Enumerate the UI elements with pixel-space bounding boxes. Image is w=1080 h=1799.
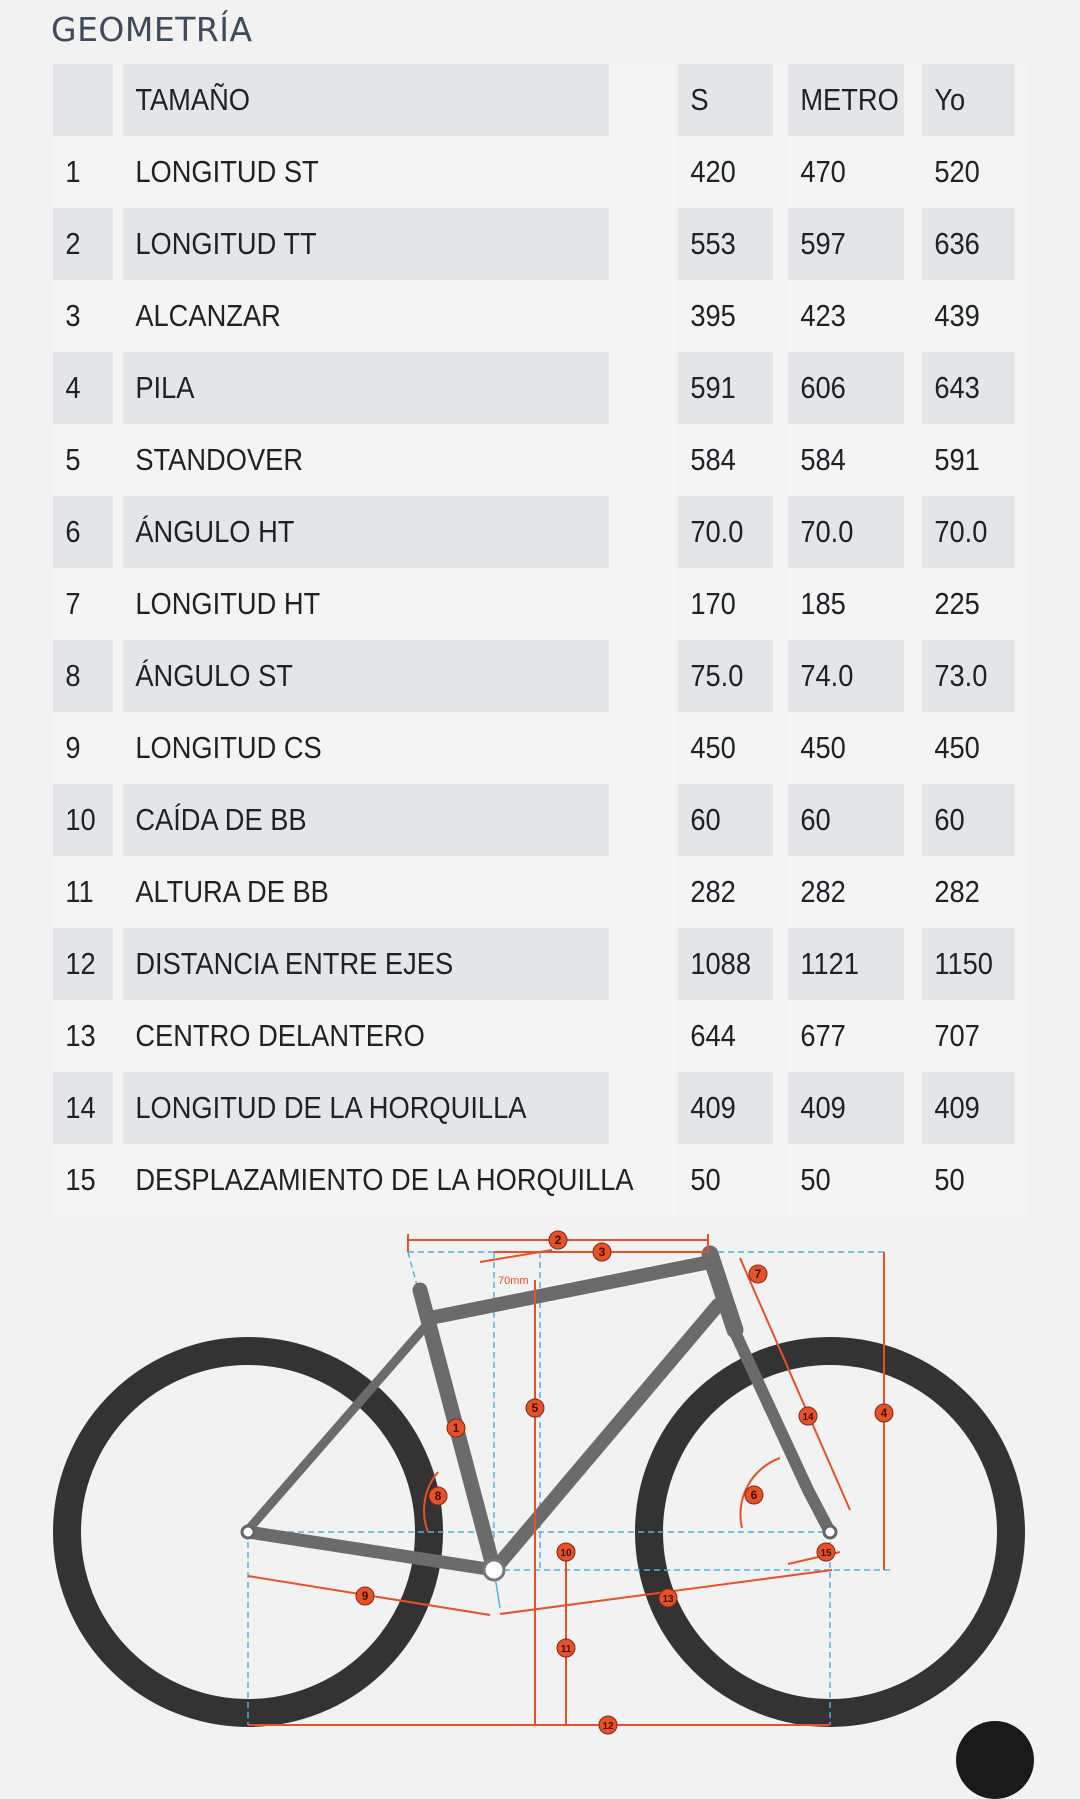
marker-6 xyxy=(745,1486,763,1504)
svg-text:9: 9 xyxy=(361,1589,369,1603)
geometry-diagram xyxy=(0,1210,1080,1743)
row-size-l: 282 xyxy=(922,856,1015,928)
row-name: ALCANZAR xyxy=(123,280,609,352)
row-size-m: 409 xyxy=(788,1072,904,1144)
marker-5 xyxy=(526,1399,544,1417)
row-index: 11 xyxy=(53,856,113,928)
marker-12 xyxy=(599,1716,617,1734)
row-size-s: 75.0 xyxy=(678,640,773,712)
svg-text:13: 13 xyxy=(662,1594,674,1605)
row-size-s: 282 xyxy=(678,856,773,928)
table-row xyxy=(53,136,1027,208)
row-size-m: 185 xyxy=(788,568,904,640)
row-index: 2 xyxy=(53,208,113,280)
table-row xyxy=(53,928,1027,1000)
table-header-row xyxy=(53,64,1027,136)
row-index: 4 xyxy=(53,352,113,424)
svg-text:15: 15 xyxy=(820,1548,832,1559)
row-name: CENTRO DELANTERO xyxy=(123,1000,609,1072)
marker-9 xyxy=(356,1587,374,1605)
svg-text:1: 1 xyxy=(452,1421,460,1435)
table-row xyxy=(53,496,1027,568)
marker-1 xyxy=(447,1419,465,1437)
row-name: ÁNGULO ST xyxy=(123,640,609,712)
table-row xyxy=(53,424,1027,496)
svg-text:14: 14 xyxy=(802,1412,814,1423)
header-index xyxy=(53,64,113,136)
bottom-bracket xyxy=(484,1560,504,1580)
row-size-l: 50 xyxy=(922,1144,1015,1216)
geometry-table xyxy=(51,64,1029,1216)
row-size-l: 409 xyxy=(922,1072,1015,1144)
marker-8 xyxy=(429,1487,447,1505)
row-index: 14 xyxy=(53,1072,113,1144)
row-size-l: 60 xyxy=(922,784,1015,856)
row-size-l: 225 xyxy=(922,568,1015,640)
row-size-m: 470 xyxy=(788,136,904,208)
row-size-m: 597 xyxy=(788,208,904,280)
svg-text:11: 11 xyxy=(560,1644,572,1655)
row-size-m: 60 xyxy=(788,784,904,856)
marker-2 xyxy=(549,1231,567,1249)
row-index: 7 xyxy=(53,568,113,640)
row-size-l: 520 xyxy=(922,136,1015,208)
row-name: STANDOVER xyxy=(123,424,609,496)
row-index: 13 xyxy=(53,1000,113,1072)
row-size-s: 420 xyxy=(678,136,773,208)
section-title: GEOMETRÍA xyxy=(51,10,253,49)
row-size-m: 74.0 xyxy=(788,640,904,712)
row-size-m: 282 xyxy=(788,856,904,928)
table-row xyxy=(53,856,1027,928)
svg-text:3: 3 xyxy=(598,1245,606,1259)
svg-text:12: 12 xyxy=(602,1721,614,1732)
row-size-m: 70.0 xyxy=(788,496,904,568)
marker-11 xyxy=(557,1639,575,1657)
row-index: 10 xyxy=(53,784,113,856)
row-name: ÁNGULO HT xyxy=(123,496,609,568)
row-size-m: 50 xyxy=(788,1144,904,1216)
svg-text:5: 5 xyxy=(531,1401,539,1415)
row-name: DISTANCIA ENTRE EJES xyxy=(123,928,609,1000)
row-size-s: 553 xyxy=(678,208,773,280)
row-index: 8 xyxy=(53,640,113,712)
table-row xyxy=(53,280,1027,352)
header-s: S xyxy=(678,64,773,136)
table-row xyxy=(53,1072,1027,1144)
table-row xyxy=(53,208,1027,280)
table-row xyxy=(53,640,1027,712)
front-axle xyxy=(824,1526,836,1538)
row-size-s: 50 xyxy=(678,1144,773,1216)
row-index: 1 xyxy=(53,136,113,208)
row-index: 15 xyxy=(53,1144,113,1216)
svg-text:4: 4 xyxy=(880,1406,888,1420)
row-size-l: 707 xyxy=(922,1000,1015,1072)
row-name: PILA xyxy=(123,352,609,424)
row-index: 5 xyxy=(53,424,113,496)
row-name: LONGITUD ST xyxy=(123,136,609,208)
row-size-s: 584 xyxy=(678,424,773,496)
marker-13 xyxy=(659,1589,677,1607)
table-row xyxy=(53,352,1027,424)
header-l: Yo xyxy=(922,64,1015,136)
row-size-l: 439 xyxy=(922,280,1015,352)
svg-text:2: 2 xyxy=(554,1233,562,1247)
row-size-s: 409 xyxy=(678,1072,773,1144)
row-size-s: 395 xyxy=(678,280,773,352)
row-size-m: 450 xyxy=(788,712,904,784)
row-name: CAÍDA DE BB xyxy=(123,784,609,856)
svg-text:10: 10 xyxy=(560,1548,572,1559)
row-size-l: 1150 xyxy=(922,928,1015,1000)
row-size-s: 60 xyxy=(678,784,773,856)
table-row xyxy=(53,1144,1027,1216)
svg-text:7: 7 xyxy=(754,1267,762,1281)
row-size-s: 450 xyxy=(678,712,773,784)
row-index: 6 xyxy=(53,496,113,568)
row-size-s: 591 xyxy=(678,352,773,424)
marker-4 xyxy=(875,1404,893,1422)
row-index: 9 xyxy=(53,712,113,784)
row-name: DESPLAZAMIENTO DE LA HORQUILLA xyxy=(123,1144,609,1216)
marker-10 xyxy=(557,1543,575,1561)
marker-3 xyxy=(593,1243,611,1261)
row-name: LONGITUD DE LA HORQUILLA xyxy=(123,1072,609,1144)
row-size-m: 1121 xyxy=(788,928,904,1000)
row-size-l: 636 xyxy=(922,208,1015,280)
row-size-l: 70.0 xyxy=(922,496,1015,568)
table-row xyxy=(53,784,1027,856)
offset-label: 70mm xyxy=(498,1275,529,1287)
marker-14 xyxy=(799,1407,817,1425)
table-row xyxy=(53,568,1027,640)
row-size-m: 677 xyxy=(788,1000,904,1072)
row-size-m: 423 xyxy=(788,280,904,352)
row-size-s: 70.0 xyxy=(678,496,773,568)
row-size-l: 73.0 xyxy=(922,640,1015,712)
rear-axle xyxy=(242,1526,254,1538)
row-index: 3 xyxy=(53,280,113,352)
row-name: LONGITUD HT xyxy=(123,568,609,640)
row-name: LONGITUD TT xyxy=(123,208,609,280)
row-size-l: 591 xyxy=(922,424,1015,496)
marker-7 xyxy=(749,1265,767,1283)
header-size: TAMAÑO xyxy=(123,64,609,136)
floating-action-button[interactable] xyxy=(956,1721,1034,1799)
table-row xyxy=(53,712,1027,784)
row-size-s: 170 xyxy=(678,568,773,640)
marker-15 xyxy=(817,1543,835,1561)
svg-text:8: 8 xyxy=(434,1489,442,1503)
row-index: 12 xyxy=(53,928,113,1000)
row-name: ALTURA DE BB xyxy=(123,856,609,928)
row-name: LONGITUD CS xyxy=(123,712,609,784)
row-size-s: 644 xyxy=(678,1000,773,1072)
row-size-s: 1088 xyxy=(678,928,773,1000)
table-row xyxy=(53,1000,1027,1072)
row-size-m: 606 xyxy=(788,352,904,424)
header-m: METRO xyxy=(788,64,904,136)
row-size-m: 584 xyxy=(788,424,904,496)
row-size-l: 450 xyxy=(922,712,1015,784)
svg-text:6: 6 xyxy=(750,1488,758,1502)
row-size-l: 643 xyxy=(922,352,1015,424)
